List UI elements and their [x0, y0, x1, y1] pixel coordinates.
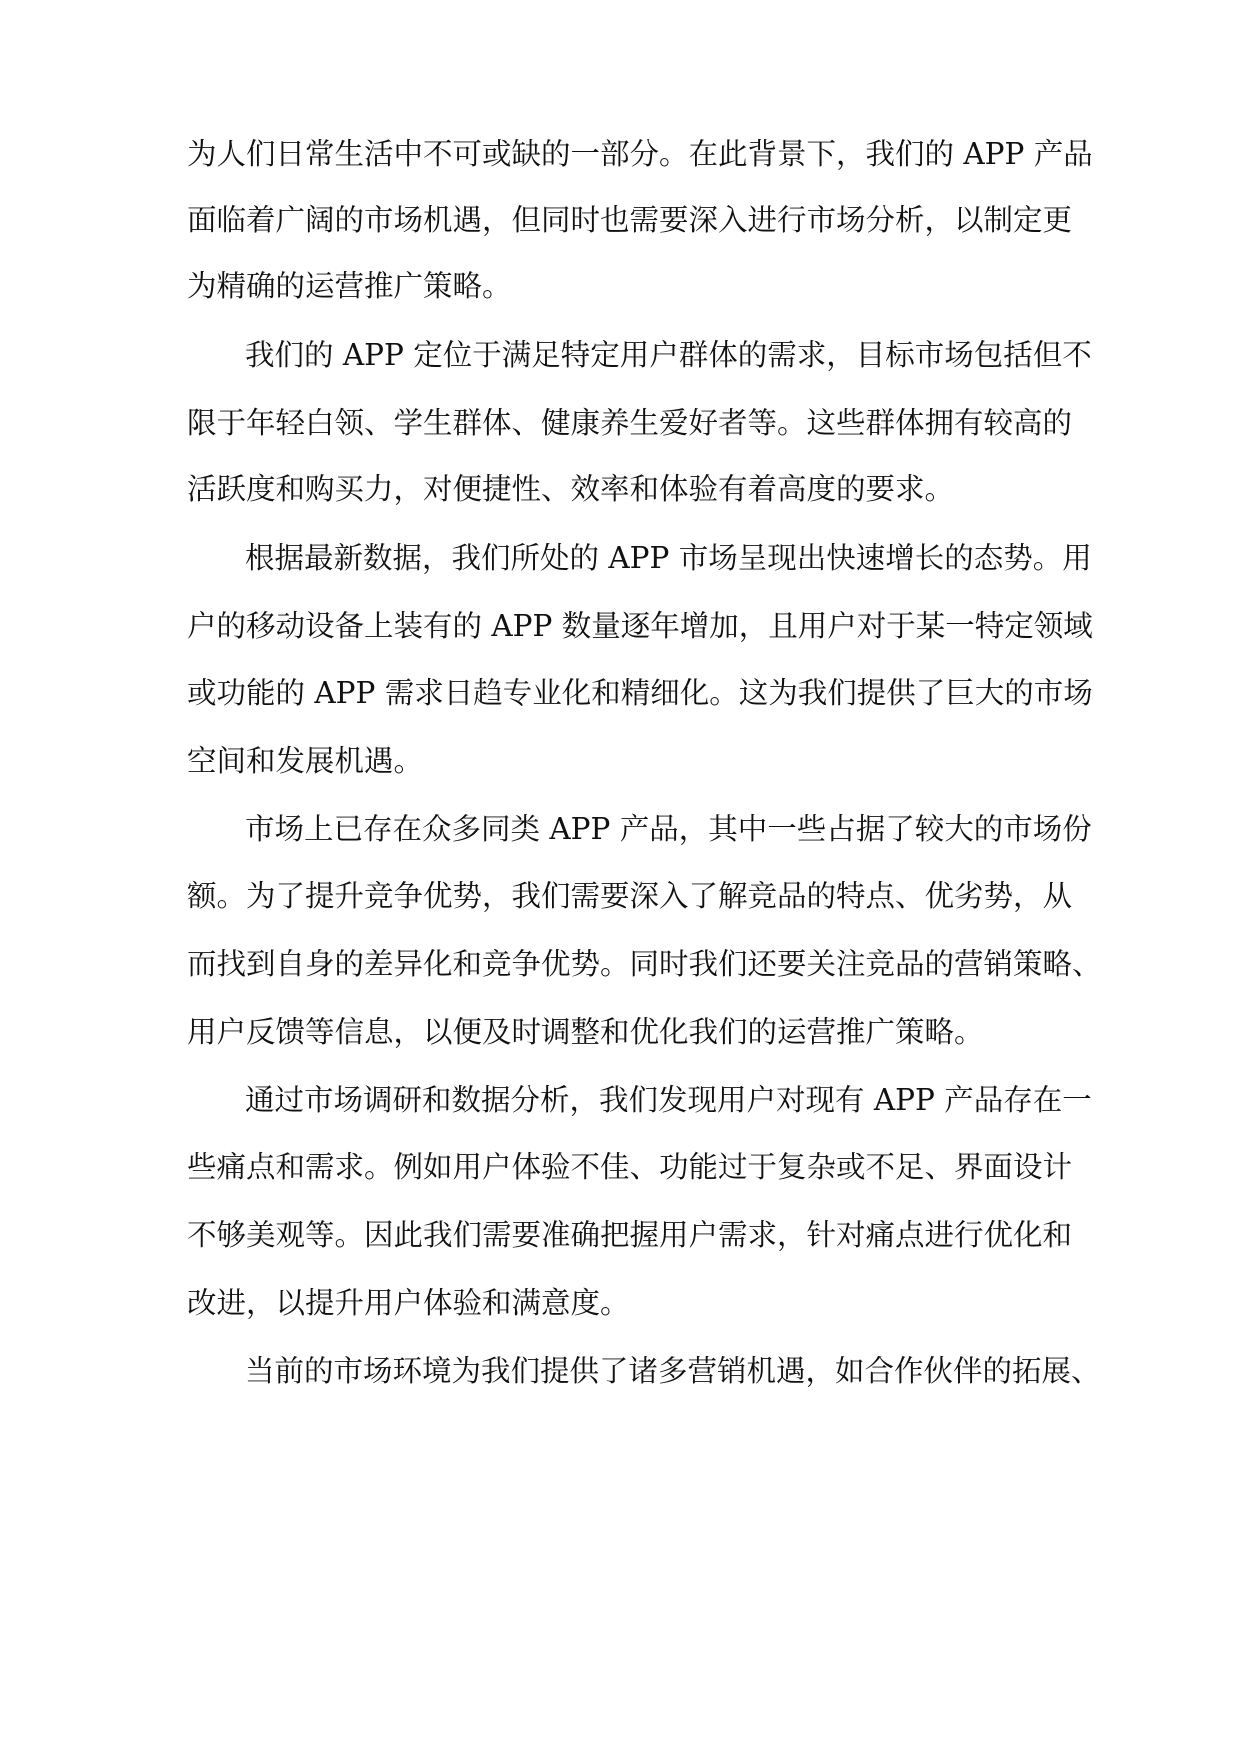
paragraph-line: 而找到自身的差异化和竞争优势。同时我们还要关注竞品的营销策略、 — [187, 947, 1102, 981]
paragraph-line: 或功能的 APP 需求日趋专业化和精细化。这为我们提供了巨大的市场 — [187, 676, 1093, 710]
paragraph-line: 额。为了提升竞争优势，我们需要深入了解竞品的特点、优劣势，从 — [187, 879, 1073, 913]
paragraph-line: 根据最新数据，我们所处的 APP 市场呈现出快速增长的态势。用 — [245, 541, 1092, 575]
paragraph-line: 市场上已存在众多同类 APP 产品，其中一些占据了较大的市场份 — [245, 812, 1092, 846]
paragraph-line: 不够美观等。因此我们需要准确把握用户需求，针对痛点进行优化和 — [187, 1218, 1073, 1252]
paragraph-line: 为人们日常生活中不可或缺的一部分。在此背景下，我们的 APP 产品 — [187, 137, 1093, 171]
paragraph-line: 户的移动设备上装有的 APP 数量逐年增加，且用户对于某一特定领域 — [187, 609, 1093, 643]
paragraph-line: 面临着广阔的市场机遇，但同时也需要深入进行市场分析，以制定更 — [187, 203, 1073, 237]
paragraph-line: 为精确的运营推广策略。 — [187, 269, 512, 303]
paragraph-line: 通过市场调研和数据分析，我们发现用户对现有 APP 产品存在一 — [245, 1083, 1092, 1117]
paragraph-line: 限于年轻白领、学生群体、健康养生爱好者等。这些群体拥有较高的 — [187, 406, 1073, 440]
paragraph-line: 改进，以提升用户体验和满意度。 — [187, 1286, 630, 1320]
paragraph-line: 用户反馈等信息，以便及时调整和优化我们的运营推广策略。 — [187, 1015, 984, 1049]
paragraph-line: 活跃度和购买力，对便捷性、效率和体验有着高度的要求。 — [187, 472, 955, 506]
paragraph-line: 当前的市场环境为我们提供了诸多营销机遇，如合作伙伴的拓展、 — [245, 1354, 1101, 1388]
paragraph-line: 空间和发展机遇。 — [187, 744, 424, 778]
paragraph-line: 我们的 APP 定位于满足特定用户群体的需求，目标市场包括但不 — [245, 338, 1092, 372]
paragraph-line: 些痛点和需求。例如用户体验不佳、功能过于复杂或不足、界面设计 — [187, 1150, 1073, 1184]
